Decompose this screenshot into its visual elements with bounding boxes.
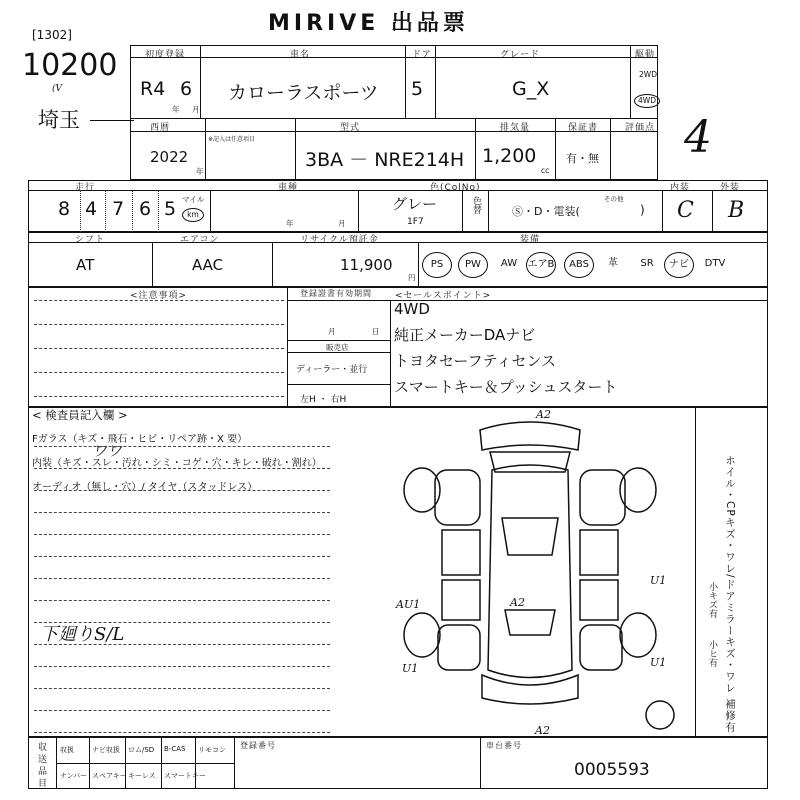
lot-number: 10200: [22, 48, 118, 83]
aircon-header: エアコン: [180, 235, 220, 245]
sales-point-2: 純正メーカーDAナビ: [394, 326, 536, 344]
bottom-item-top-0: 収扱: [60, 746, 74, 754]
color-no: 1F7: [407, 217, 424, 227]
dealer-option: ディーラー・並行: [296, 365, 368, 375]
reg-month: 月: [328, 327, 336, 336]
equipment-header: 装備: [520, 235, 541, 245]
inspector-dash-line: [34, 688, 330, 689]
drive-header: 駆動: [635, 50, 656, 60]
recycle-unit: 円: [408, 273, 416, 282]
equipment-2: AW: [500, 258, 518, 269]
shift-value: AT: [76, 256, 95, 274]
equipment-7: ナビ: [664, 252, 694, 278]
reg-validity-header: 登録證書有効期間: [300, 289, 372, 298]
bottom-item-bottom-1: スペアキー: [92, 772, 127, 780]
year-note: ※記入は任意項目: [208, 136, 256, 143]
inspector-header: < 検査員記入欄 >: [32, 408, 128, 422]
interior-score: C: [677, 198, 694, 223]
sales-point-1: 4WD: [394, 300, 430, 318]
side-note-small-1: 小キズ有: [707, 582, 717, 618]
grade-header: グレード: [500, 50, 541, 60]
doors-header: ドア: [412, 50, 432, 60]
mileage-digit-5: 5: [164, 198, 177, 220]
inspector-dash-line: [34, 666, 330, 667]
mileage-mile: マイル: [182, 195, 205, 204]
car-type-header: 車種: [278, 183, 299, 193]
equipment-6: SR: [640, 258, 654, 269]
inspector-line-1: Fガラス（キズ・飛石・ヒビ・リペア跡・X 要）: [32, 434, 248, 445]
mark-top: A2: [536, 408, 551, 421]
inspector-dash-line: [34, 512, 330, 513]
color-header: 色(ColNo): [430, 183, 481, 193]
bottom-item-top-4: リモコン: [198, 746, 226, 754]
side-note-small-2: 小ヒ有: [707, 640, 717, 667]
inspector-dash-line: [34, 468, 330, 469]
equipment-4: ABS: [564, 252, 594, 278]
bottom-item-top-1: ナビ収扱: [92, 746, 120, 754]
notes-header: <注意事項>: [130, 291, 188, 301]
reg-no-header: 登録番号: [240, 741, 276, 750]
sales-point-4: スマートキー＆プッシュスタート: [394, 378, 618, 396]
color-change-label: 色替: [471, 196, 481, 214]
bottom-left-char: 収: [38, 743, 48, 753]
doors-value: 5: [411, 78, 424, 100]
car-diagram: [380, 410, 680, 735]
car-name-header: 車名: [290, 50, 311, 60]
bottom-left-char: 目: [38, 779, 48, 789]
model-header: 型式: [340, 123, 361, 133]
exterior-header: 外装: [720, 183, 741, 193]
grade-value: G_X: [512, 78, 550, 100]
mileage-header: 走行: [75, 183, 96, 193]
mileage-digit-2: 4: [85, 198, 98, 220]
drive-4wd: 4WD: [634, 94, 660, 108]
inspector-dash-line: [34, 710, 330, 711]
bottom-cell-divider: [161, 737, 162, 789]
year-value: 2022: [150, 148, 189, 166]
recycle-header: リサイクル預託金: [300, 235, 379, 245]
mileage-km: km: [182, 208, 204, 222]
inspector-dash-line: [34, 578, 330, 579]
score-header: 評価点: [625, 123, 656, 133]
inspector-dash-line: [34, 732, 330, 733]
mark-left-mid: AU1: [396, 598, 421, 611]
sales-points-header: <セールスポイント>: [395, 291, 492, 301]
inspector-dash-line: [34, 556, 330, 557]
equipment-5: 革: [608, 258, 618, 269]
mark-right-mid: U1: [650, 574, 667, 587]
color-options: Ⓢ・D・電装(: [512, 205, 580, 218]
inspector-dash-line: [34, 490, 330, 491]
exterior-score: B: [728, 198, 745, 223]
color-name: グレー: [392, 195, 438, 213]
bottom-cell-divider: [195, 737, 196, 789]
inspector-dash-line: [34, 600, 330, 601]
side-note: ホイル・CPキズ・ワレ/ドアミラーキズ・ワレ 補修有: [724, 455, 736, 733]
car-type-month: 月: [338, 219, 346, 228]
model-value: 3BA － NRE214H: [305, 149, 465, 171]
displacement-value: 1,200: [482, 145, 537, 167]
chassis-number: 0005593: [574, 760, 650, 780]
equipment-3: エアB: [526, 252, 556, 278]
car-type-year: 年: [286, 219, 294, 228]
bottom-cell-divider: [125, 737, 126, 789]
inspector-scribble: ワワ: [92, 442, 123, 460]
bottom-left-char: 品: [38, 767, 48, 777]
bottom-cell-divider: [89, 737, 90, 789]
mileage-digit-3: 7: [112, 198, 125, 220]
mark-right-low: U1: [650, 656, 667, 669]
interior-header: 内装: [670, 183, 691, 193]
lot-mark: (V: [52, 84, 63, 94]
inspector-dash-line: [34, 446, 330, 447]
displacement-header: 排気量: [500, 123, 531, 133]
inspector-note: 下廻りS/L: [40, 624, 125, 645]
dealer-label: 販売店: [326, 343, 349, 352]
handle-option: 左H ・ 右H: [300, 395, 347, 405]
bottom-mid-line: [56, 763, 234, 764]
mileage-digit-4: 6: [139, 198, 152, 220]
color-close: ): [640, 203, 645, 217]
year-mark: 年: [172, 105, 180, 114]
lot-code: [1302]: [32, 28, 72, 42]
form-title: MIRIVE 出品票: [268, 11, 469, 36]
bottom-left-char: 送: [38, 755, 48, 765]
reg-day: 日: [372, 327, 380, 336]
equipment-1: PW: [458, 252, 488, 278]
mileage-digit-1: 8: [58, 198, 71, 220]
mark-center: A2: [510, 596, 525, 609]
year-header: 西暦: [150, 123, 171, 133]
month-mark: 月: [192, 105, 200, 114]
first-reg-month: 6: [180, 78, 193, 100]
car-name-value: カローラスポーツ: [228, 82, 379, 104]
prefecture: 埼玉: [38, 108, 80, 132]
first-reg-header: 初度登録: [145, 50, 186, 60]
bottom-item-top-3: B-CAS: [164, 745, 186, 753]
inspector-line-2: 内装（キズ・スレ・汚れ・シミ・コゲ・穴・キレ・破れ・割れ）: [32, 458, 322, 469]
bottom-cell-divider: [234, 737, 235, 789]
equipment-0: PS: [422, 252, 452, 278]
inspector-dash-line: [34, 534, 330, 535]
shift-header: シフト: [75, 235, 106, 245]
drive-2wd: 2WD: [639, 70, 657, 79]
aircon-value: AAC: [192, 256, 224, 274]
sales-point-3: トヨタセーフティセンス: [394, 352, 557, 370]
bottom-item-bottom-2: キーレス: [128, 772, 156, 780]
bottom-item-top-2: ロム/SD: [128, 746, 155, 754]
bottom-item-bottom-0: ナンバー: [60, 772, 88, 780]
score-value: 4: [684, 112, 712, 163]
recycle-amount: 11,900: [340, 256, 393, 274]
inspector-line-3: オーディオ（無し・穴）/ タイヤ（スタッドレス）: [32, 482, 258, 493]
mark-left-low: U1: [402, 662, 419, 675]
color-other: その他: [604, 195, 624, 203]
equipment-8: DTV: [704, 258, 726, 269]
year-suffix: 年: [196, 167, 204, 176]
bottom-item-bottom-3: スマートキー: [164, 772, 206, 780]
mark-bottom: A2: [535, 724, 550, 737]
first-reg-era: R4: [140, 78, 166, 100]
warranty-header: 保証書: [568, 123, 599, 133]
chassis-header: 車台番号: [486, 741, 522, 750]
displacement-unit: cc: [541, 166, 550, 175]
warranty-value: 有・無: [566, 152, 599, 165]
